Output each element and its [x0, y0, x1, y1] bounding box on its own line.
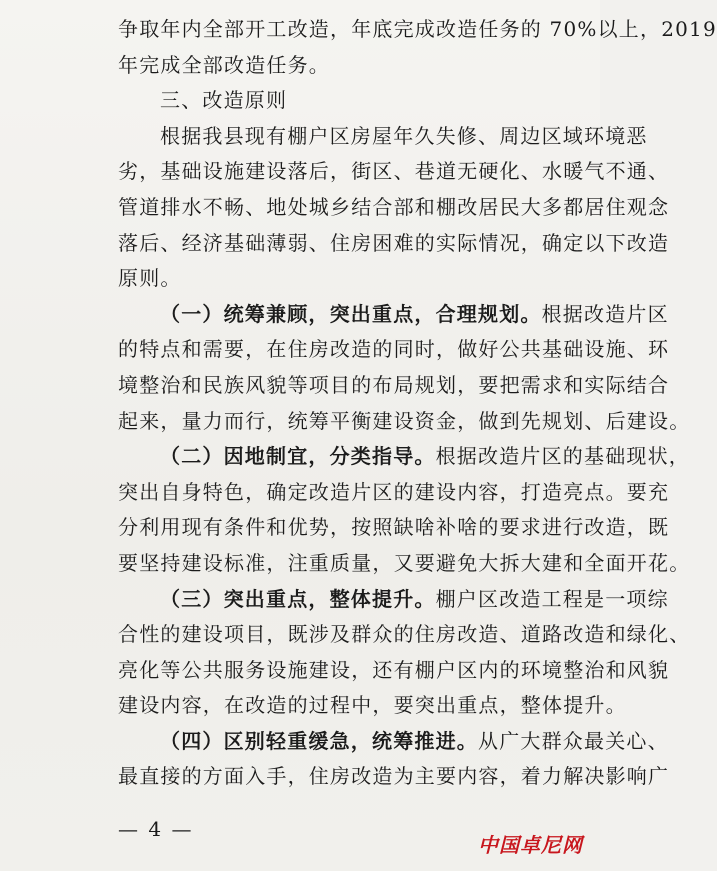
principle-4-title: （四）区别轻重缓急，统筹推进。 [160, 728, 478, 753]
principle-1-text: 根据改造片区 [541, 301, 669, 326]
principle-1-line [118, 297, 669, 333]
text-line: 起来，量力而行，统筹平衡建设资金，做到先规划、后建设。 [118, 408, 691, 433]
page-number: — 4 — [118, 817, 194, 841]
principle-3-title: （三）突出重点，整体提升。 [160, 586, 436, 611]
paragraph-start: 根据我县现有棚户区房屋年久失修、周边区域环境恶 [160, 123, 648, 148]
principle-3-line [118, 582, 669, 618]
text-line: 亮化等公共服务设施建设，还有棚户区内的环境整治和风貌 [118, 657, 670, 682]
principle-4-line [118, 724, 669, 760]
text-line: 劣，基础设施建设落后，街区、巷道无硬化、水暖气不通、 [118, 159, 670, 184]
principle-4-text: 从广大群众最关心、 [478, 728, 669, 753]
principle-2-title: （二）因地制宜，分类指导。 [160, 444, 436, 469]
text-line: 管道排水不畅、地处城乡结合部和棚改居民大多都居住观念 [118, 194, 670, 219]
text-line: 建设内容，在改造的过程中，要突出重点，整体提升。 [118, 693, 627, 718]
document-body [118, 12, 717, 795]
principle-3-text: 棚户区改造工程是一项综 [435, 586, 669, 611]
text-line: 最直接的方面入手，住房改造为主要内容，着力解决影响广 [118, 764, 670, 789]
text-line: 原则。 [118, 266, 182, 291]
principle-2-line [118, 439, 691, 475]
section-heading: 三、改造原则 [160, 88, 288, 113]
text-line: 分利用现有条件和优势，按照缺啥补啥的要求进行改造，既 [118, 515, 670, 540]
text-line: 要坚持建设标准，注重质量，又要避免大拆大建和全面开花。 [118, 550, 691, 575]
principle-1-title: （一）统筹兼顾，突出重点，合理规划。 [160, 301, 542, 326]
text-line: 合性的建设项目，既涉及群众的住房改造、道路改造和绿化、 [118, 622, 691, 647]
text-line: 争取年内全部开工改造，年底完成改造任务的 70%以上，2019 [118, 17, 717, 41]
text-line: 突出自身特色，确定改造片区的建设内容，打造亮点。要充 [118, 479, 670, 504]
principle-2-text: 根据改造片区的基础现状， [435, 444, 691, 469]
text-line: 年完成全部改造任务。 [118, 52, 330, 77]
site-watermark: 中国卓尼网 [478, 833, 583, 857]
text-line: 的特点和需要，在住房改造的同时，做好公共基础设施、环 [118, 337, 670, 362]
text-line: 境整治和民族风貌等项目的布局规划，要把需求和实际结合 [118, 372, 670, 397]
text-line: 落后、经济基础薄弱、住房困难的实际情况，确定以下改造 [118, 230, 670, 255]
